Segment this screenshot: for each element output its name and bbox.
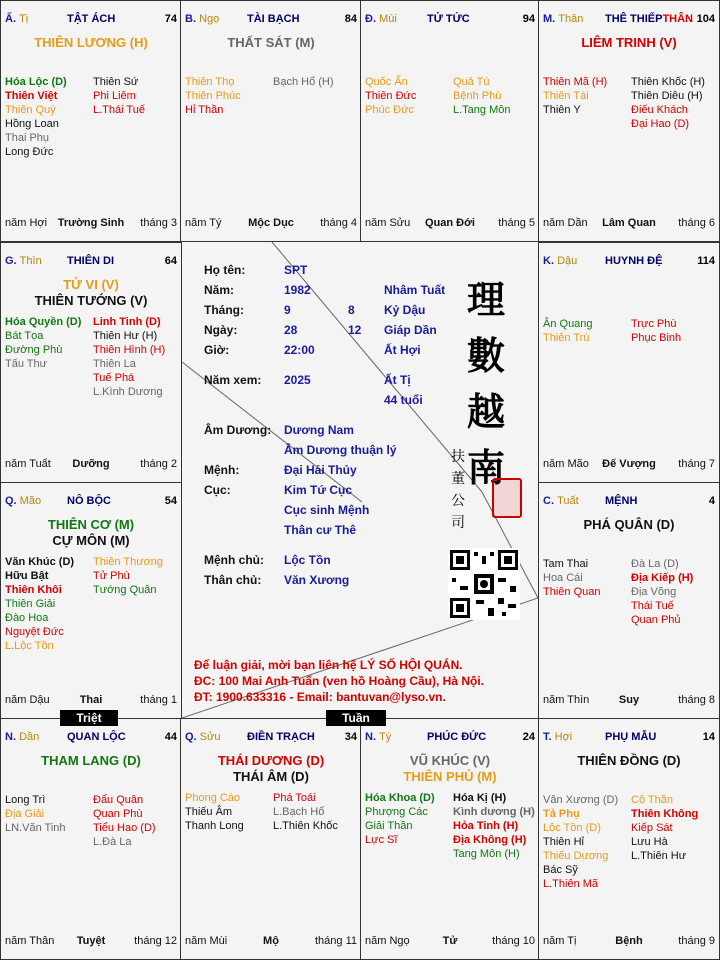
minor-star: Thiên Hỉ <box>543 836 584 848</box>
palace-ty2 <box>360 718 540 960</box>
palace-number: 34 <box>344 731 357 743</box>
sub-brand-char-4: 司 <box>451 515 465 531</box>
palace-header <box>543 255 715 269</box>
amduong-value: Dương Nam <box>284 423 354 437</box>
palace-number: 94 <box>522 13 535 25</box>
minor-stars-right <box>631 557 693 627</box>
minor-star: Long Trì <box>5 794 46 806</box>
major-star: THIÊN TƯỚNG (V) <box>34 293 148 308</box>
center-info-panel <box>182 242 538 718</box>
minor-star: Đại Hao (D) <box>631 118 690 130</box>
brand-calligraphy <box>466 272 506 496</box>
minor-stars-left <box>543 793 618 891</box>
qr-code-icon <box>448 548 520 620</box>
minor-star: Bác Sỹ <box>543 864 578 876</box>
palace-dan <box>0 718 182 960</box>
palace-tuat <box>538 482 720 719</box>
hour-label: Giờ: <box>204 343 230 357</box>
minor-star: Địa Võng <box>631 586 677 598</box>
minor-star: Thiên Quý <box>5 104 56 116</box>
minor-stars-right <box>631 75 705 131</box>
tuan-tag: Tuần <box>326 710 386 726</box>
major-star: VŨ KHÚC (V) <box>409 753 491 768</box>
palace-month: tháng 5 <box>498 217 535 229</box>
palace-year: năm Dậu <box>5 694 50 706</box>
sub-brand-calligraphy <box>448 446 468 534</box>
palace-year: năm Ngọ <box>365 935 410 947</box>
minor-star: Địa Không (H) <box>453 834 527 846</box>
palace-number: 114 <box>697 255 715 267</box>
palace-suu <box>180 718 362 960</box>
palace-name: THIÊN DI <box>67 255 115 267</box>
view-year-label: Năm xem: <box>204 373 262 387</box>
minor-star: Hóa Khoa (D) <box>365 792 435 804</box>
minor-star: Tấu Thư <box>5 358 48 370</box>
palace-mui <box>360 0 540 242</box>
day-label: Ngày: <box>204 323 238 337</box>
minor-star: Thái Tuế <box>631 600 674 612</box>
minor-star: Lưu Hà <box>631 836 668 848</box>
palace-month: tháng 4 <box>320 217 357 229</box>
palace-stage: Lâm Quan <box>602 217 656 229</box>
minor-star: L.Lộc Tồn <box>5 640 54 652</box>
cuc-relation: Cục sinh Mệnh <box>284 503 370 517</box>
palace-stage: Bệnh <box>615 935 643 947</box>
minor-star: Nguyệt Đức <box>5 626 64 638</box>
minor-star: Quả Tú <box>453 76 490 88</box>
minor-star: Thiên Khốc (H) <box>631 76 705 88</box>
palace-header <box>5 13 177 27</box>
brand-char-4: 南 <box>466 445 505 490</box>
minor-star: Tướng Quân <box>93 584 157 596</box>
brand-char-2: 數 <box>466 333 505 378</box>
name-label: Họ tên: <box>204 263 246 277</box>
minor-stars-right <box>631 317 681 345</box>
palace-branch: Q. Mão <box>5 495 42 507</box>
palace-header <box>543 495 715 509</box>
palace-name: HUYNH ĐỆ <box>605 255 663 267</box>
minor-star: Tử Phù <box>93 570 130 582</box>
palace-stage: Dưỡng <box>72 458 110 470</box>
minor-stars-left <box>5 315 81 371</box>
cuc-value: Kim Tứ Cục <box>284 483 353 497</box>
brand-char-3: 越 <box>466 389 505 434</box>
minor-star: Quan Phủ <box>631 614 681 626</box>
palace-name: MỆNH <box>605 495 638 507</box>
minor-stars-right <box>273 75 334 89</box>
palace-branch: G. Thìn <box>5 255 42 267</box>
palace-header <box>5 495 177 509</box>
minor-stars-right <box>93 75 145 117</box>
minor-star: L.Thái Tuế <box>93 104 145 116</box>
major-star: THIÊN PHỦ (M) <box>403 769 497 784</box>
palace-thin <box>0 242 182 483</box>
palace-number: 104 <box>696 13 715 25</box>
palace-month: tháng 12 <box>134 935 177 947</box>
minor-star: Bệnh Phù <box>453 90 502 102</box>
sub-brand-char-1: 扶 <box>451 449 465 465</box>
minor-star: Hữu Bật <box>5 570 49 582</box>
view-year-value: 2025 <box>284 373 311 387</box>
major-star: THÁI ÂM (D) <box>233 769 309 784</box>
minor-star: Thiếu Âm <box>185 806 233 818</box>
palace-stage: Tử <box>442 935 458 947</box>
palace-year: năm Mão <box>543 458 589 470</box>
amduong-label: Âm Dương: <box>204 423 272 437</box>
minor-star: Thiên Thọ <box>185 76 235 88</box>
minor-star: Lộc Tồn (D) <box>543 822 601 834</box>
amduong-relation: Âm Dương thuận lý <box>284 443 397 457</box>
minor-star: L.Thiên Khốc <box>273 820 338 832</box>
minor-stars-right <box>453 75 510 117</box>
minor-star: Tả Phụ <box>543 808 580 820</box>
minor-star: Thiên Sứ <box>93 76 139 88</box>
minor-stars-left <box>543 557 600 599</box>
palace-name: TÀI BẠCH <box>247 13 300 25</box>
palace-branch: C. Tuất <box>543 495 579 507</box>
day-value: 28 <box>284 323 298 337</box>
year-value: 1982 <box>284 283 311 297</box>
minor-star: Thiên Thương <box>93 556 164 568</box>
palace-header <box>543 13 715 27</box>
minor-star: Thiên Hình (H) <box>93 344 166 356</box>
minor-star: Cô Thần <box>631 794 673 806</box>
menhchu-label: Mệnh chủ: <box>204 553 264 567</box>
palace-year: năm Sửu <box>365 217 411 229</box>
palace-branch: Đ. Mùi <box>365 13 397 25</box>
minor-stars-left <box>365 791 435 847</box>
minor-star: Thiên Trù <box>543 332 590 344</box>
minor-star: Ân Quang <box>543 318 593 330</box>
minor-star: Tuế Phá <box>93 372 135 384</box>
minor-star: L.Thiên Mã <box>543 878 599 890</box>
palace-footer <box>185 217 357 231</box>
minor-star: Văn Xương (D) <box>543 794 619 806</box>
minor-stars-right <box>273 791 338 833</box>
minor-star: Long Đức <box>5 146 54 158</box>
minor-star: Phúc Đức <box>365 104 414 116</box>
minor-star: Phục Binh <box>631 332 682 344</box>
menhchu-value: Lộc Tồn <box>284 553 331 567</box>
major-star: THIÊN ĐỒNG (D) <box>577 753 681 768</box>
minor-stars-left <box>543 317 593 345</box>
minor-star: Thiên Giải <box>5 598 56 610</box>
minor-star: L.Bạch Hổ <box>273 806 325 818</box>
major-star: THẤT SÁT (M) <box>227 35 315 50</box>
palace-number: 24 <box>522 731 535 743</box>
palace-mao <box>0 482 182 719</box>
minor-star: Đào Hoa <box>5 612 49 624</box>
palace-footer <box>5 217 177 231</box>
minor-star: L.Đà La <box>93 836 132 848</box>
minor-star: Thiên Hư (H) <box>93 330 158 342</box>
minor-stars-left <box>5 555 74 653</box>
minor-star: Hóa Kị (H) <box>453 792 507 804</box>
palace-month: tháng 1 <box>140 694 177 706</box>
palace-header <box>365 731 535 745</box>
palace-ngo <box>180 0 362 242</box>
minor-stars-left <box>185 75 241 117</box>
minor-star: Tang Môn (H) <box>453 848 520 860</box>
name-value: SPT <box>284 263 308 277</box>
month-value: 9 <box>284 303 291 317</box>
palace-stage: Mộc Dục <box>248 217 294 229</box>
palace-name: THÊ THIẾP <box>605 13 663 25</box>
minor-star: Thiên Mã (H) <box>543 76 608 88</box>
major-star: LIÊM TRINH (V) <box>581 35 677 50</box>
sub-brand-char-2: 董 <box>451 471 465 487</box>
palace-year: năm Thìn <box>543 694 590 706</box>
palace-footer <box>5 694 177 708</box>
major-star: THÁI DƯƠNG (D) <box>217 753 325 768</box>
hour-value: 22:00 <box>284 343 315 357</box>
minor-star: Thiên Việt <box>5 90 58 102</box>
palace-name: PHÚC ĐỨC <box>427 731 487 743</box>
palace-stage: Tuyệt <box>76 935 106 947</box>
minor-star: Bạch Hổ (H) <box>273 76 334 88</box>
minor-star: Quốc Ấn <box>365 76 408 88</box>
minor-star: Giải Thần <box>365 820 413 832</box>
palace-month: tháng 6 <box>678 217 715 229</box>
palace-month: tháng 8 <box>678 694 715 706</box>
year-label: Năm: <box>204 283 235 297</box>
palace-name: ĐIỀN TRẠCH <box>247 731 315 743</box>
major-star: THAM LANG (D) <box>41 753 141 768</box>
palace-branch: Ấ. Tị <box>5 13 29 25</box>
minor-star: Lực Sĩ <box>365 834 398 846</box>
minor-stars-right <box>93 555 163 597</box>
palace-footer <box>543 458 715 472</box>
palace-footer <box>543 935 715 949</box>
palace-year: năm Tuất <box>5 458 51 470</box>
age-value: 44 tuổi <box>384 393 423 407</box>
minor-star: Văn Khúc (D) <box>5 556 75 568</box>
palace-branch: Q. Sửu <box>185 731 221 743</box>
palace-branch: B. Ngọ <box>185 13 220 25</box>
minor-star: Thiên La <box>93 358 136 370</box>
minor-stars-left <box>365 75 416 117</box>
minor-star: Thiên Khôi <box>5 584 62 596</box>
palace-year: năm Tị <box>543 935 577 947</box>
palace-header <box>365 13 535 27</box>
palace-number: 74 <box>164 13 177 25</box>
minor-star: Tiểu Hao (D) <box>93 822 156 834</box>
brand-char-1: 理 <box>466 277 505 322</box>
palace-name: QUAN LỘC <box>67 731 126 743</box>
palace-branch: N. Tý <box>365 731 392 743</box>
minor-star: Thiên Diêu (H) <box>631 90 703 102</box>
minor-star: LN.Văn Tinh <box>5 822 66 834</box>
hour-can: Ất Hợi <box>384 343 421 357</box>
minor-star: Hóa Lộc (D) <box>5 76 67 88</box>
palace-name: TỬ TỨC <box>427 13 470 25</box>
minor-star: Địa Giải <box>5 808 45 820</box>
palace-footer <box>543 217 715 231</box>
day-can: Giáp Dần <box>384 323 437 337</box>
palace-year: năm Hợi <box>5 217 48 229</box>
palace-year: năm Tý <box>185 217 222 229</box>
minor-star: Địa Kiếp (H) <box>631 572 694 584</box>
than-position: Thân cư Thê <box>284 523 357 537</box>
major-star: TỬ VI (V) <box>63 277 119 292</box>
palace-ty <box>0 0 182 242</box>
minor-stars-left <box>543 75 607 117</box>
minor-stars-left <box>5 75 67 159</box>
minor-star: Thai Phụ <box>5 132 50 144</box>
minor-star: Phượng Các <box>365 806 428 818</box>
minor-star: Bát Tọa <box>5 330 44 342</box>
thanchu-value: Văn Xương <box>284 573 350 587</box>
palace-than <box>538 0 720 242</box>
minor-stars-left <box>5 793 66 835</box>
palace-month: tháng 7 <box>678 458 715 470</box>
palace-month: tháng 3 <box>140 217 177 229</box>
minor-star: Linh Tinh (D) <box>93 316 161 328</box>
minor-star: Kiếp Sát <box>631 822 673 834</box>
minor-star: Quan Phù <box>93 808 143 820</box>
palace-header <box>185 13 357 27</box>
thanchu-label: Thân chủ: <box>204 573 262 587</box>
palace-branch: M. Thân <box>543 13 584 25</box>
minor-star: L.Thiên Hư <box>631 850 687 862</box>
minor-stars-right <box>631 793 698 863</box>
palace-year: năm Thân <box>5 935 55 947</box>
palace-stage: Quan Đới <box>425 217 475 229</box>
palace-dau <box>538 242 720 483</box>
palace-branch: N. Dần <box>5 731 40 743</box>
palace-header <box>5 255 177 269</box>
palace-name: PHỤ MẪU <box>605 731 657 743</box>
minor-star: Hoa Cái <box>543 572 583 584</box>
minor-stars-right <box>93 315 165 399</box>
palace-footer <box>365 217 535 231</box>
palace-footer <box>5 935 177 949</box>
palace-footer <box>5 458 177 472</box>
palace-footer <box>543 694 715 708</box>
minor-star: Hồng Loan <box>5 118 59 130</box>
palace-stage: Mộ <box>263 935 279 947</box>
minor-star: Thanh Long <box>185 820 244 832</box>
contact-line-1: Để luận giải, mời bạn liên hệ LÝ SỐ HỘI QUÁN. <box>194 658 463 672</box>
palace-number: 44 <box>164 731 177 743</box>
minor-star: Hỏa Tinh (H) <box>453 820 519 832</box>
contact-line-2: ĐC: 100 Mai Anh Tuấn (ven hồ Hoàng Cầu), Hà Nội. <box>194 674 485 688</box>
major-star: PHÁ QUÂN (D) <box>583 517 675 532</box>
minor-star: Thiên Quan <box>543 586 601 598</box>
palace-branch: T. Hợi <box>543 731 573 743</box>
minor-star: Phi Liêm <box>93 90 136 102</box>
palace-month: tháng 9 <box>678 935 715 947</box>
minor-stars-left <box>185 791 244 833</box>
year-can: Nhâm Tuất <box>384 283 446 297</box>
cuc-label: Cục: <box>204 483 231 497</box>
minor-star: Kình dương (H) <box>453 806 535 818</box>
day-lunar: 12 <box>348 323 362 337</box>
palace-number: 84 <box>344 13 357 25</box>
month-can: Kỷ Dậu <box>384 303 426 317</box>
minor-star: Tam Thai <box>543 558 589 570</box>
minor-star: Hỉ Thần <box>185 104 224 116</box>
month-lunar: 8 <box>348 303 355 317</box>
palace-footer <box>365 935 535 949</box>
triet-tag: Triệt <box>60 710 118 726</box>
minor-star: Thiên Tài <box>543 90 589 102</box>
minor-star: Đà La (D) <box>631 558 679 570</box>
month-label: Tháng: <box>204 303 244 317</box>
palace-header <box>5 731 177 745</box>
palace-month: tháng 2 <box>140 458 177 470</box>
palace-name: TẬT ÁCH <box>67 13 116 25</box>
palace-year: năm Dần <box>543 217 588 229</box>
minor-star: L.Kình Dương <box>93 386 163 398</box>
sub-brand-char-3: 公 <box>451 493 465 509</box>
minor-star: Đường Phù <box>5 344 63 356</box>
palace-branch: K. Dậu <box>543 255 578 267</box>
minor-star: Thiên Đức <box>365 90 417 102</box>
minor-star: Điếu Khách <box>631 104 688 116</box>
minor-star: Thiếu Dương <box>543 850 609 862</box>
palace-month: tháng 11 <box>314 935 357 947</box>
palace-footer <box>185 935 357 949</box>
palace-name: NÔ BỘC <box>67 495 111 507</box>
than-marker: THÂN <box>662 13 693 25</box>
palace-stage: Trường Sinh <box>57 217 125 229</box>
minor-star: Phá Toái <box>273 792 316 804</box>
palace-header <box>185 731 357 745</box>
red-seal-stamp <box>492 478 522 518</box>
palace-stage: Thai <box>79 694 103 706</box>
menh-label: Mệnh: <box>204 463 240 477</box>
palace-number: 54 <box>164 495 177 507</box>
minor-star: Thiên Không <box>631 808 699 820</box>
palace-hoi <box>538 718 720 960</box>
minor-star: Thiên Phúc <box>185 90 241 102</box>
palace-month: tháng 10 <box>492 935 535 947</box>
contact-line-3: ĐT: 1900.633316 - Email: bantuvan@lyso.vn. <box>194 690 446 704</box>
minor-star: Đẩu Quân <box>93 794 144 806</box>
palace-number: 64 <box>164 255 177 267</box>
minor-star: Trực Phù <box>631 318 677 330</box>
palace-stage: Suy <box>618 694 640 706</box>
view-year-can: Ất Tị <box>384 373 411 387</box>
major-star: CỰ MÔN (M) <box>52 533 130 548</box>
palace-year: năm Mùi <box>185 935 228 947</box>
minor-star: Hóa Quyền (D) <box>5 316 82 328</box>
minor-star: Thiên Y <box>543 104 581 116</box>
minor-star: Phong Cáo <box>185 792 241 804</box>
major-star: THIÊN LƯƠNG (H) <box>34 35 148 50</box>
minor-stars-right <box>93 793 156 849</box>
major-star: THIÊN CƠ (M) <box>47 517 135 532</box>
minor-stars-right <box>453 791 535 861</box>
palace-stage: Đế Vượng <box>602 458 656 470</box>
minor-star: L.Tang Môn <box>453 104 511 116</box>
palace-number: 14 <box>702 731 715 743</box>
menh-value: Đại Hải Thủy <box>284 463 357 477</box>
palace-header <box>543 731 715 745</box>
palace-number: 4 <box>708 495 715 507</box>
